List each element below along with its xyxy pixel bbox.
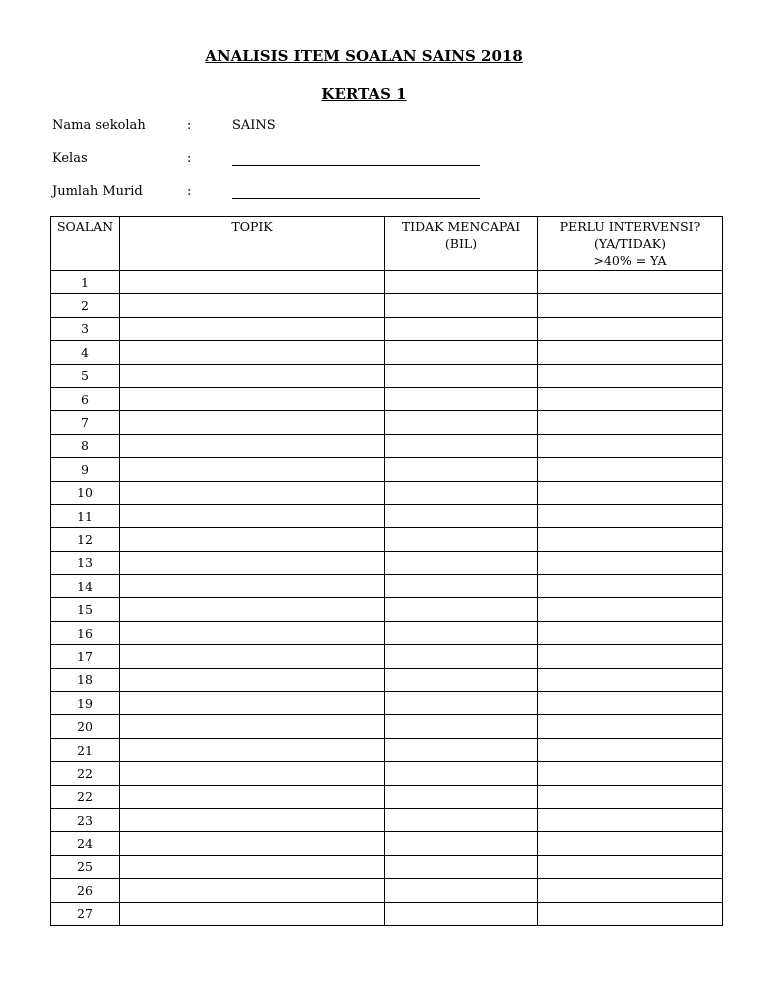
tidak-mencapai-cell[interactable] bbox=[385, 341, 538, 364]
table-row bbox=[51, 879, 723, 902]
perlu-intervensi-cell[interactable] bbox=[538, 785, 723, 808]
perlu-intervensi-cell[interactable] bbox=[538, 364, 723, 387]
table-row bbox=[51, 387, 723, 410]
topik-cell[interactable] bbox=[120, 317, 385, 340]
soalan-number-cell: 27 bbox=[51, 902, 120, 925]
soalan-number-cell: 15 bbox=[51, 598, 120, 621]
jumlah-murid-blank-line bbox=[232, 198, 480, 199]
perlu-intervensi-cell[interactable] bbox=[538, 551, 723, 574]
tidak-mencapai-cell[interactable] bbox=[385, 879, 538, 902]
topik-cell[interactable] bbox=[120, 645, 385, 668]
tidak-mencapai-cell[interactable] bbox=[385, 458, 538, 481]
table-row bbox=[51, 715, 723, 738]
soalan-number-cell: 14 bbox=[51, 575, 120, 598]
tidak-mencapai-cell[interactable] bbox=[385, 855, 538, 878]
topik-cell[interactable] bbox=[120, 785, 385, 808]
topik-cell[interactable] bbox=[120, 668, 385, 691]
table-row bbox=[51, 504, 723, 527]
perlu-intervensi-cell[interactable] bbox=[538, 808, 723, 831]
table-row bbox=[51, 271, 723, 294]
soalan-number-cell: 6 bbox=[51, 387, 120, 410]
table-row bbox=[51, 317, 723, 340]
header-soalan: SOALAN bbox=[51, 217, 120, 271]
table-row bbox=[51, 598, 723, 621]
perlu-intervensi-cell[interactable] bbox=[538, 621, 723, 644]
table-row bbox=[51, 855, 723, 878]
nama-sekolah-label: Nama sekolah bbox=[52, 118, 146, 133]
soalan-number-cell: 10 bbox=[51, 481, 120, 504]
table-row bbox=[51, 551, 723, 574]
jumlah-murid-label: Jumlah Murid bbox=[52, 184, 143, 199]
tidak-mencapai-cell[interactable] bbox=[385, 528, 538, 551]
header-perlu-intervensi-line2: (YA/TIDAK) bbox=[594, 236, 666, 251]
topik-cell[interactable] bbox=[120, 879, 385, 902]
header-perlu-intervensi-line3: >40% = YA bbox=[593, 253, 667, 268]
tidak-mencapai-cell[interactable] bbox=[385, 575, 538, 598]
perlu-intervensi-cell[interactable] bbox=[538, 692, 723, 715]
table-row bbox=[51, 528, 723, 551]
table-row bbox=[51, 481, 723, 504]
topik-cell[interactable] bbox=[120, 528, 385, 551]
tidak-mencapai-cell[interactable] bbox=[385, 668, 538, 691]
header-perlu-intervensi bbox=[538, 217, 723, 271]
soalan-number-cell: 8 bbox=[51, 434, 120, 457]
tidak-mencapai-cell[interactable] bbox=[385, 411, 538, 434]
table-row bbox=[51, 364, 723, 387]
perlu-intervensi-cell[interactable] bbox=[538, 832, 723, 855]
perlu-intervensi-cell[interactable] bbox=[538, 341, 723, 364]
table-row bbox=[51, 738, 723, 761]
table-row bbox=[51, 668, 723, 691]
topik-cell[interactable] bbox=[120, 598, 385, 621]
table-row bbox=[51, 832, 723, 855]
soalan-number-cell: 11 bbox=[51, 504, 120, 527]
tidak-mencapai-cell[interactable] bbox=[385, 504, 538, 527]
topik-cell[interactable] bbox=[120, 832, 385, 855]
topik-cell[interactable] bbox=[120, 808, 385, 831]
tidak-mencapai-cell[interactable] bbox=[385, 902, 538, 925]
soalan-number-cell: 20 bbox=[51, 715, 120, 738]
tidak-mencapai-cell[interactable] bbox=[385, 598, 538, 621]
soalan-number-cell: 25 bbox=[51, 855, 120, 878]
topik-cell[interactable] bbox=[120, 575, 385, 598]
table-row bbox=[51, 808, 723, 831]
perlu-intervensi-cell[interactable] bbox=[538, 855, 723, 878]
perlu-intervensi-cell[interactable] bbox=[538, 294, 723, 317]
soalan-number-cell: 23 bbox=[51, 808, 120, 831]
tidak-mencapai-cell[interactable] bbox=[385, 387, 538, 410]
topik-cell[interactable] bbox=[120, 411, 385, 434]
table-body bbox=[51, 271, 723, 926]
soalan-number-cell: 22 bbox=[51, 762, 120, 785]
topik-cell[interactable] bbox=[120, 762, 385, 785]
perlu-intervensi-cell[interactable] bbox=[538, 528, 723, 551]
tidak-mencapai-cell[interactable] bbox=[385, 832, 538, 855]
nama-sekolah-colon: : bbox=[187, 118, 192, 133]
header-tidak-mencapai-line2: (BIL) bbox=[444, 236, 478, 251]
table-row bbox=[51, 645, 723, 668]
topik-cell[interactable] bbox=[120, 738, 385, 761]
nama-sekolah-value: SAINS bbox=[232, 118, 276, 133]
soalan-number-cell: 16 bbox=[51, 621, 120, 644]
table-row bbox=[51, 341, 723, 364]
perlu-intervensi-cell[interactable] bbox=[538, 434, 723, 457]
topik-cell[interactable] bbox=[120, 855, 385, 878]
soalan-number-cell: 2 bbox=[51, 294, 120, 317]
table-row bbox=[51, 762, 723, 785]
item-analysis-table bbox=[50, 216, 723, 926]
tidak-mencapai-cell[interactable] bbox=[385, 481, 538, 504]
kelas-label: Kelas bbox=[52, 151, 88, 166]
soalan-number-cell: 1 bbox=[51, 271, 120, 294]
topik-cell[interactable] bbox=[120, 504, 385, 527]
table-row bbox=[51, 294, 723, 317]
table-header-row bbox=[51, 217, 723, 271]
soalan-number-cell: 12 bbox=[51, 528, 120, 551]
table-row bbox=[51, 785, 723, 808]
tidak-mencapai-cell[interactable] bbox=[385, 364, 538, 387]
perlu-intervensi-cell[interactable] bbox=[538, 598, 723, 621]
topik-cell[interactable] bbox=[120, 294, 385, 317]
header-tidak-mencapai bbox=[385, 217, 538, 271]
kelas-blank-line bbox=[232, 165, 480, 166]
table-row bbox=[51, 575, 723, 598]
topik-cell[interactable] bbox=[120, 715, 385, 738]
table-row bbox=[51, 411, 723, 434]
header-tidak-mencapai-line1: TIDAK MENCAPAI bbox=[401, 219, 521, 234]
soalan-number-cell: 21 bbox=[51, 738, 120, 761]
topik-cell[interactable] bbox=[120, 481, 385, 504]
topik-cell[interactable] bbox=[120, 387, 385, 410]
topik-cell[interactable] bbox=[120, 434, 385, 457]
perlu-intervensi-cell[interactable] bbox=[538, 481, 723, 504]
tidak-mencapai-cell[interactable] bbox=[385, 551, 538, 574]
soalan-number-cell: 17 bbox=[51, 645, 120, 668]
table-row bbox=[51, 621, 723, 644]
perlu-intervensi-cell[interactable] bbox=[538, 271, 723, 294]
perlu-intervensi-cell[interactable] bbox=[538, 879, 723, 902]
soalan-number-cell: 4 bbox=[51, 341, 120, 364]
header-topik: TOPIK bbox=[120, 217, 385, 271]
table-row bbox=[51, 434, 723, 457]
soalan-number-cell: 18 bbox=[51, 668, 120, 691]
soalan-number-cell: 24 bbox=[51, 832, 120, 855]
perlu-intervensi-cell[interactable] bbox=[538, 645, 723, 668]
jumlah-murid-colon: : bbox=[187, 184, 192, 199]
perlu-intervensi-cell[interactable] bbox=[538, 715, 723, 738]
table-row bbox=[51, 458, 723, 481]
soalan-number-cell: 19 bbox=[51, 692, 120, 715]
soalan-number-cell: 7 bbox=[51, 411, 120, 434]
perlu-intervensi-cell[interactable] bbox=[538, 317, 723, 340]
table-row bbox=[51, 902, 723, 925]
topik-cell[interactable] bbox=[120, 364, 385, 387]
document-subtitle: KERTAS 1 bbox=[321, 85, 407, 103]
perlu-intervensi-cell[interactable] bbox=[538, 504, 723, 527]
soalan-number-cell: 22 bbox=[51, 785, 120, 808]
tidak-mencapai-cell[interactable] bbox=[385, 715, 538, 738]
tidak-mencapai-cell[interactable] bbox=[385, 645, 538, 668]
tidak-mencapai-cell[interactable] bbox=[385, 738, 538, 761]
perlu-intervensi-cell[interactable] bbox=[538, 411, 723, 434]
perlu-intervensi-cell[interactable] bbox=[538, 387, 723, 410]
tidak-mencapai-cell[interactable] bbox=[385, 271, 538, 294]
tidak-mencapai-cell[interactable] bbox=[385, 692, 538, 715]
tidak-mencapai-cell[interactable] bbox=[385, 294, 538, 317]
header-perlu-intervensi-line1: PERLU INTERVENSI? bbox=[559, 219, 701, 234]
topik-cell[interactable] bbox=[120, 902, 385, 925]
tidak-mencapai-cell[interactable] bbox=[385, 785, 538, 808]
document-title: ANALISIS ITEM SOALAN SAINS 2018 bbox=[205, 47, 523, 65]
topik-cell[interactable] bbox=[120, 341, 385, 364]
topik-cell[interactable] bbox=[120, 692, 385, 715]
kelas-colon: : bbox=[187, 151, 192, 166]
perlu-intervensi-cell[interactable] bbox=[538, 902, 723, 925]
topik-cell[interactable] bbox=[120, 551, 385, 574]
topik-cell[interactable] bbox=[120, 621, 385, 644]
tidak-mencapai-cell[interactable] bbox=[385, 317, 538, 340]
perlu-intervensi-cell[interactable] bbox=[538, 738, 723, 761]
perlu-intervensi-cell[interactable] bbox=[538, 762, 723, 785]
soalan-number-cell: 5 bbox=[51, 364, 120, 387]
table-row bbox=[51, 692, 723, 715]
perlu-intervensi-cell[interactable] bbox=[538, 458, 723, 481]
tidak-mencapai-cell[interactable] bbox=[385, 808, 538, 831]
topik-cell[interactable] bbox=[120, 458, 385, 481]
soalan-number-cell: 13 bbox=[51, 551, 120, 574]
perlu-intervensi-cell[interactable] bbox=[538, 575, 723, 598]
soalan-number-cell: 3 bbox=[51, 317, 120, 340]
topik-cell[interactable] bbox=[120, 271, 385, 294]
tidak-mencapai-cell[interactable] bbox=[385, 762, 538, 785]
soalan-number-cell: 26 bbox=[51, 879, 120, 902]
tidak-mencapai-cell[interactable] bbox=[385, 434, 538, 457]
tidak-mencapai-cell[interactable] bbox=[385, 621, 538, 644]
perlu-intervensi-cell[interactable] bbox=[538, 668, 723, 691]
soalan-number-cell: 9 bbox=[51, 458, 120, 481]
